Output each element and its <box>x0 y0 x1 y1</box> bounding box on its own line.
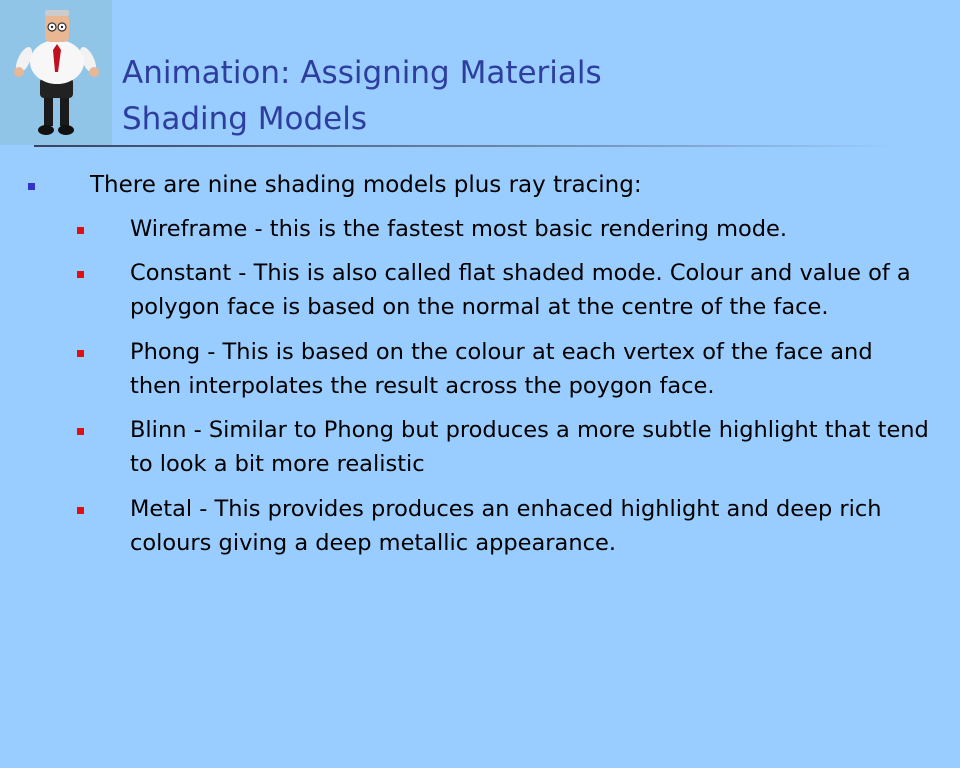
slide-title-line-2: Shading Models <box>122 101 368 137</box>
list-item-phong <box>130 335 930 403</box>
list-item-text: Metal - This provides produces an enhaced highlight and deep rich colours giving a deep metallic appearance. <box>130 496 882 556</box>
list-item-wireframe <box>130 212 930 246</box>
list-item-constant <box>130 256 930 324</box>
list-item-text: Wireframe - this is the fastest most basic rendering mode. <box>130 216 788 242</box>
red-square-bullet-icon <box>77 350 84 357</box>
red-square-bullet-icon <box>77 507 84 514</box>
level-1-bullet <box>90 168 930 202</box>
slide-title <box>122 50 602 142</box>
list-item-blinn <box>130 413 930 481</box>
list-item-metal <box>130 492 930 560</box>
bullet-text: There are nine shading models plus ray tracing: <box>90 172 642 198</box>
list-item-text: Blinn - Similar to Phong but produces a more subtle highlight that tend to look a bit more realistic <box>130 417 929 477</box>
red-square-bullet-icon <box>77 227 84 234</box>
slide-title-line-1: Animation: Assigning Materials <box>122 55 602 91</box>
cartoon-man-mascot-icon <box>0 0 112 145</box>
list-item-text: Phong - This is based on the colour at each vertex of the face and then interpolates the result across the poygon face. <box>130 339 873 399</box>
title-divider <box>34 145 894 147</box>
red-square-bullet-icon <box>77 271 84 278</box>
list-item-text: Constant - This is also called flat shaded mode. Colour and value of a polygon face is based on the normal at the centre of the face. <box>130 260 911 320</box>
blue-square-bullet-icon <box>28 183 35 190</box>
red-square-bullet-icon <box>77 428 84 435</box>
